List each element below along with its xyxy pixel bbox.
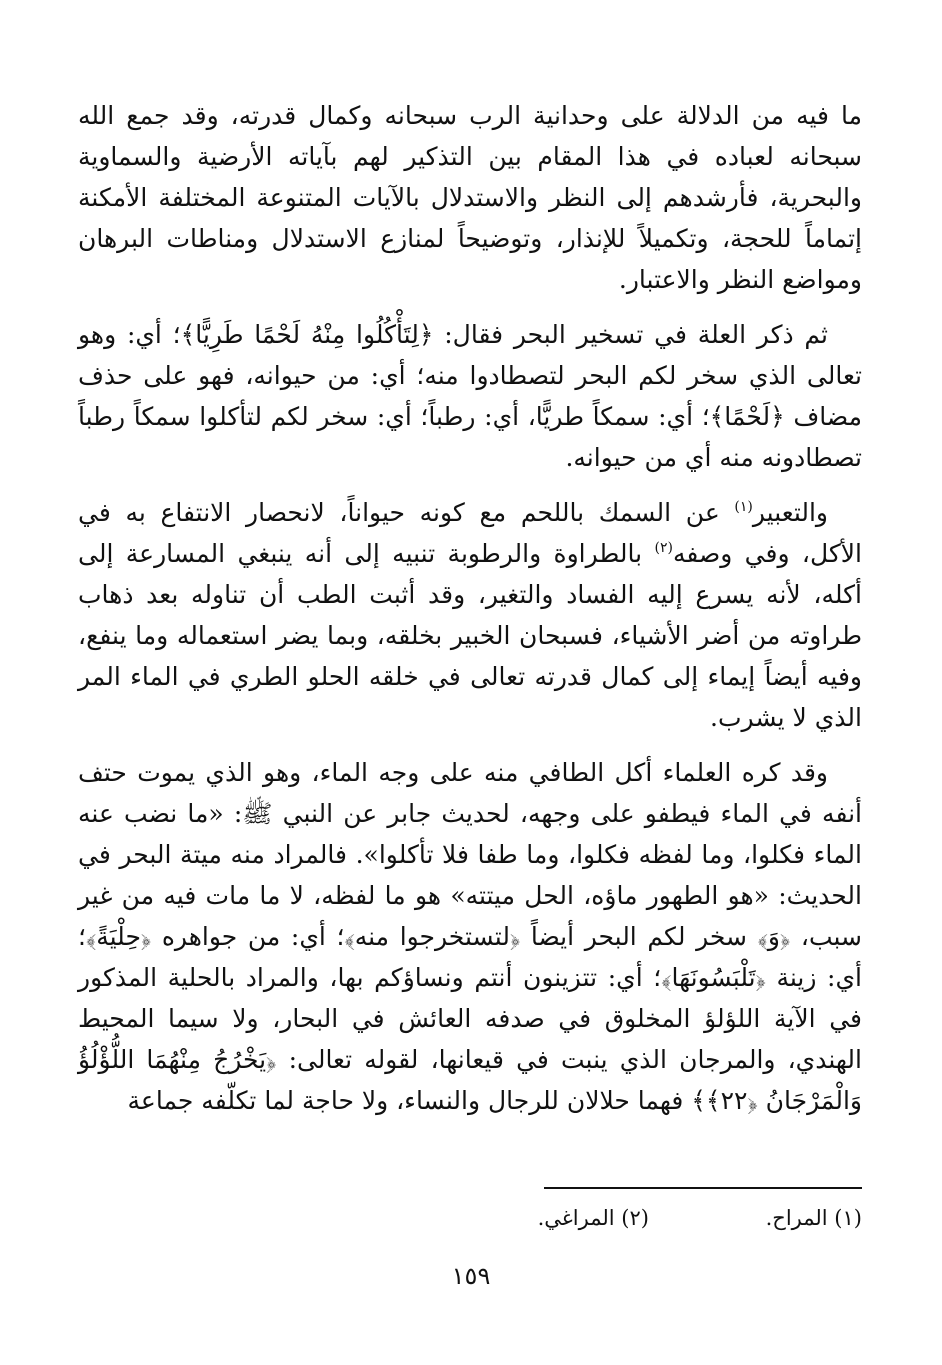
paragraph-3-part-3: بالطراوة والرطوبة تنبيه إلى أنه ينبغي المسارعة إلى أكله، لأنه يسرع إليه الفساد والتغير، وقد أثبت الطب أن تناوله بعد ذهاب طراوته من أضر الأشياء، فسبحان الخبير بخلقه، وبما يضر استعماله وما ينفع، وفيه أيضاً إيماء إلى كمال قدرته تعالى في خلقه الحلو الطري في الماء المر الذي لا يشرب. (78, 539, 862, 732)
paragraph-3-part-1: والتعبير (752, 498, 828, 527)
footnote-2: (٢) المراغي. (537, 1206, 649, 1230)
paragraph-1: ما فيه من الدلالة على وحدانية الرب سبحانه وكمال قدرته، وقد جمع الله سبحانه لعباده في هذا المقام بين التذكير لهم بآياته الأرضية والسماوية والبحرية، فأرشدهم إلى النظر والاستدلال بالآيات المتنوعة المختلفة الأمكنة إتماماً للحجة، وتكميلاً للإنذار، وتوضيحاً لمنازع الاستدلال ومناطات البرهان ومواضع النظر والاعتبار. (78, 101, 862, 294)
footnote-ref-1: (١) (734, 499, 753, 515)
paragraph-3 (78, 492, 862, 738)
footnote-divider (544, 1187, 862, 1189)
footnotes (78, 1203, 862, 1233)
footnote-1: (١) المراح. (765, 1206, 862, 1230)
paragraph-3-part-2: عن السمك باللحم مع كونه حيواناً، لانحصار الانتفاع به في الأكل، وفي وصفه (78, 498, 862, 568)
page-number: ١٥٩ (451, 1262, 491, 1290)
footnote-ref-2: (٢) (654, 540, 673, 556)
paragraph-2: ثم ذكر العلة في تسخير البحر فقال: ﴿لِتَأْكُلُوا مِنْهُ لَحْمًا طَرِيًّا﴾؛ أي: وهو تعالى الذي سخر لكم البحر لتصطادوا منه؛ أي: من حيوانه، فهو على حذف مضاف ﴿لَحْمًا﴾؛ أي: سمكاً طريًّا، أي: رطباً؛ أي: سخر لكم لتأكلوا سمكاً رطباً تصطادونه منه أي من حيوانه. (78, 320, 862, 472)
paragraph-4: وقد كره العلماء أكل الطافي منه على وجه الماء، وهو الذي يموت حتف أنفه في الماء فيطفو على وجهه، لحديث جابر عن النبي ﷺ: «ما نضب عنه الماء فكلوا، وما لفظه فكلوا، وما طفا فلا تأكلوا». فالمراد منه ميتة البحر في الحديث: «هو الطهور ماؤه، الحل ميتته» هو ما لفظه، لا ما مات فيه من غير سبب، ﴿وَ﴾ سخر لكم البحر أيضاً ﴿لتستخرجوا منه﴾؛ أي: من جواهره ﴿حِلْيَةً﴾؛ أي: زينة ﴿تَلْبَسُونَهَا﴾؛ أي: تتزينون أنتم ونساؤكم بها، والمراد بالحلية المذكور في الآية اللؤلؤ المخلوق في صدفه العائش في البحار، ولا سيما المحيط الهندي، والمرجان الذي ينبت في قيعانها، لقوله تعالى: ﴿يَخْرُجُ مِنْهُمَا اللُّؤْلُؤُ وَالْمَرْجَانُ ﴿٢٢﴾﴾ فهما حلالان للرجال والنساء، ولا حاجة لما تكلّفه جماعة (78, 758, 862, 1115)
body-text (78, 95, 862, 1121)
